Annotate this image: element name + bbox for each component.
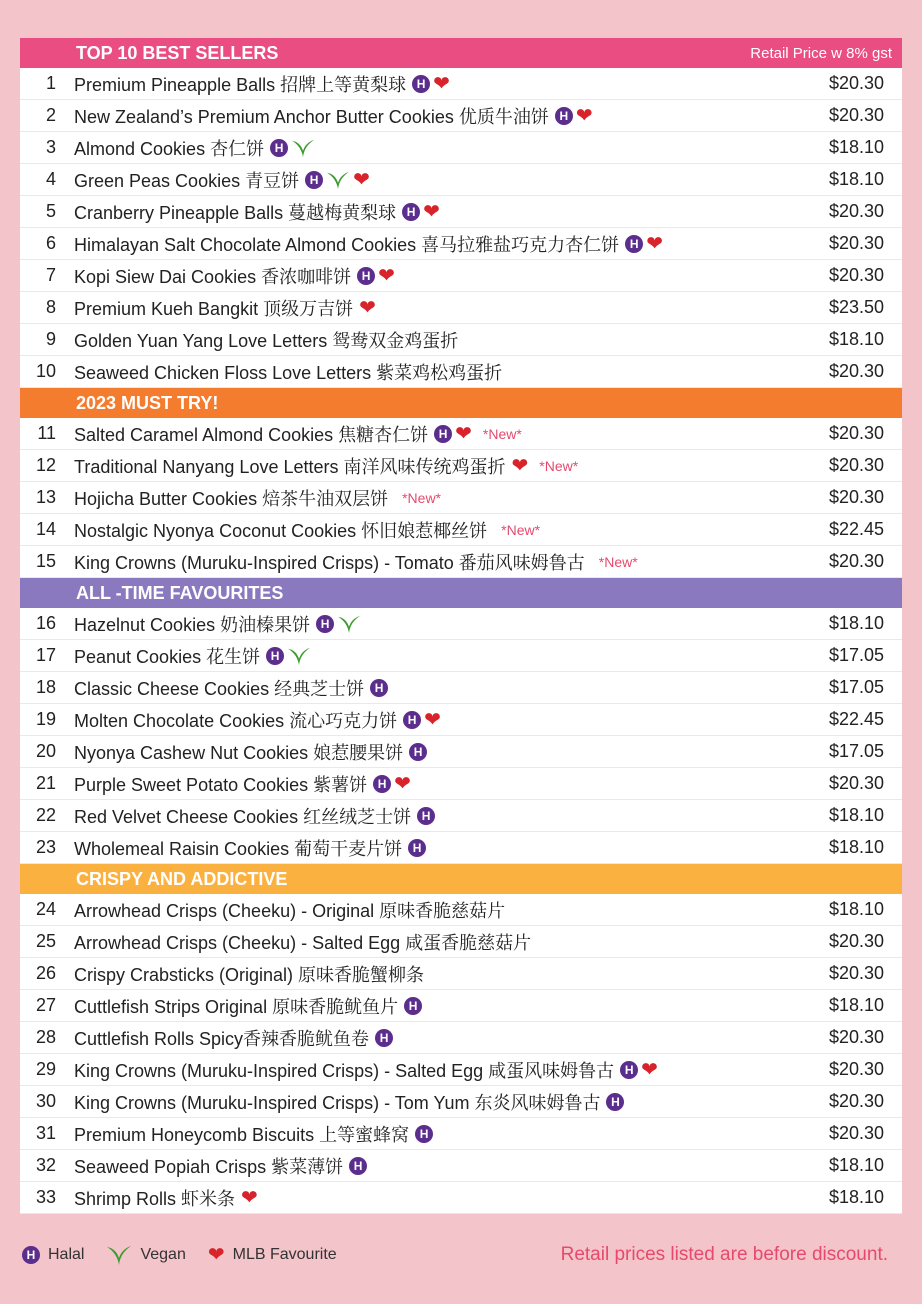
item-number: 24 [35,899,56,919]
item-price: $20.30 [828,551,884,571]
new-badge: *New* [598,553,638,570]
list-item [20,196,902,228]
item-name [74,897,794,923]
item-name-text: King Crowns (Muruku-Inspired Crisps) - Tom Yum 东炎风味姆鲁古 [74,1092,601,1113]
legend-vegan [106,1244,185,1266]
item-name [74,707,794,733]
item-price: $17.05 [828,677,884,697]
item-name [74,1089,794,1115]
halal-icon: H [22,1246,40,1264]
halal-icon: H [555,107,573,125]
item-name [74,199,794,225]
list-item [20,292,902,324]
item-icons [511,454,579,477]
list-item [20,514,902,546]
halal-icon: H [402,203,420,221]
item-name [74,803,794,829]
legend-halal-label: Halal [48,1246,85,1263]
item-number: 3 [45,137,56,157]
heart-icon: ❤ [575,104,593,127]
halal-icon: H [266,647,284,665]
item-name-text: Cuttlefish Strips Original 原味香脆鱿鱼片 [74,996,399,1017]
heart-icon: ❤ [455,422,472,445]
item-name-text: Nostalgic Nyonya Coconut Cookies 怀旧娘惹椰丝饼 [74,520,488,541]
item-name-text: Traditional Nanyang Love Letters 南洋风味传统鸡蛋折 [74,456,506,477]
item-number: 4 [45,169,56,189]
list-item [20,672,902,704]
item-name-text: Seaweed Chicken Floss Love Letters 紫菜鸡松鸡蛋折 [74,362,503,383]
item-number: 18 [35,677,56,697]
heart-icon: ❤ [423,200,440,223]
item-price: $20.30 [828,455,884,475]
item-name-text: Peanut Cookies 花生饼 [74,646,261,667]
item-number: 6 [45,233,56,253]
item-number: 11 [37,423,56,443]
item-name [74,549,794,575]
item-number: 20 [35,741,56,761]
halal-icon: H [403,711,421,729]
item-icons [370,679,388,697]
legend-vegan-label: Vegan [140,1246,186,1263]
legend-fav [208,1246,337,1264]
heart-icon: ❤ [424,708,441,731]
item-number: 14 [35,519,56,539]
legend-halal [22,1246,84,1264]
list-item [20,990,902,1022]
item-name-text: Arrowhead Crisps (Cheeku) - Original 原味香脆慈菇片 [74,900,506,921]
leaf-icon [287,646,311,666]
heart-icon: ❤ [646,232,663,255]
item-price: $18.10 [828,1155,884,1175]
new-badge: *New* [402,489,441,506]
item-number: 17 [35,645,56,665]
item-price: $20.30 [828,487,884,507]
item-price: $20.30 [828,773,884,793]
item-name-text: Arrowhead Crisps (Cheeku) - Salted Egg 咸蛋香脆慈菇片 [74,932,532,953]
list-item [20,1150,902,1182]
item-name [74,961,794,987]
item-price: $20.30 [828,1091,884,1111]
halal-icon: H [415,1125,433,1143]
item-name-text: Almond Cookies 杏仁饼 [74,138,265,159]
list-item [20,100,902,132]
item-number: 23 [35,837,56,857]
item-name [74,675,794,701]
item-name [74,1121,794,1147]
list-item [20,800,902,832]
heart-icon: ❤ [353,168,370,191]
item-icons [403,708,441,731]
item-icons [375,1029,393,1047]
halal-icon: H [404,997,422,1015]
section-title: 2023 MUST TRY! [76,392,219,413]
item-number: 30 [35,1091,56,1111]
leaf-icon [106,1244,132,1266]
list-item [20,324,902,356]
list-item [20,768,902,800]
list-item [20,926,902,958]
item-price: $18.10 [828,899,884,919]
item-name [74,231,794,257]
list-item [20,1054,902,1086]
list-item [20,164,902,196]
item-icons [408,839,426,857]
section-title: ALL -TIME FAVOURITES [76,582,284,603]
item-number: 15 [35,551,56,571]
item-price: $17.05 [828,741,884,761]
item-name-text: Molten Chocolate Cookies 流心巧克力饼 [74,710,398,731]
item-price: $22.45 [828,519,884,539]
halal-icon: H [373,775,391,793]
heart-icon: ❤ [359,296,376,319]
item-price: $20.30 [828,423,884,443]
item-number: 31 [35,1123,56,1143]
item-price: $18.10 [828,1187,884,1207]
item-icons [417,807,435,825]
item-name [74,739,794,765]
item-name [74,453,794,479]
list-item [20,450,902,482]
item-name [74,167,794,193]
item-name [74,771,794,797]
item-number: 9 [45,329,56,349]
item-number: 21 [35,773,56,793]
item-price: $20.30 [828,73,884,93]
item-name [74,421,794,447]
heart-icon: ❤ [241,1186,258,1209]
list-item [20,68,902,100]
item-name-text: Crispy Crabsticks (Original) 原味香脆蟹柳条 [74,964,425,985]
item-name [74,1185,794,1211]
list-item [20,832,902,864]
section-header [20,578,902,608]
list-item [20,640,902,672]
list-item [20,894,902,926]
item-name-text: Cuttlefish Rolls Spicy香辣香脆鱿鱼卷 [74,1028,370,1049]
item-icons [412,72,450,95]
item-name-text: Premium Pineapple Balls 招牌上等黄梨球 [74,74,407,95]
item-name-text: Seaweed Popiah Crisps 紫菜薄饼 [74,1156,344,1177]
item-number: 1 [45,73,56,93]
heart-icon: ❤ [433,72,450,95]
item-price: $18.10 [828,137,884,157]
item-icons [305,170,370,190]
item-name-text: Premium Honeycomb Biscuits 上等蜜蜂窝 [74,1124,410,1145]
item-name [74,517,794,543]
item-price: $20.30 [828,1123,884,1143]
section-title: CRISPY AND ADDICTIVE [76,868,288,889]
item-name [74,1057,794,1083]
halal-icon: H [434,425,452,443]
list-item [20,132,902,164]
item-price: $18.10 [828,169,884,189]
item-name-text: Premium Kueh Bangkit 顶级万吉饼 [74,298,354,319]
item-number: 33 [35,1187,56,1207]
new-badge: *New* [482,425,522,442]
list-item [20,1086,902,1118]
item-icons [404,997,422,1015]
item-icons [591,554,638,570]
halal-icon: H [412,75,430,93]
heart-icon: ❤ [394,772,411,795]
item-price: $18.10 [828,613,884,633]
item-price: $20.30 [828,1059,884,1079]
item-name-text: Classic Cheese Cookies 经典芝士饼 [74,678,365,699]
item-icons [415,1125,433,1143]
item-name-text: Golden Yuan Yang Love Letters 鸳鸯双金鸡蛋折 [74,330,459,351]
item-number: 29 [35,1059,56,1079]
item-number: 19 [35,709,56,729]
halal-icon: H [370,679,388,697]
item-name-text: Wholemeal Raisin Cookies 葡萄干麦片饼 [74,838,403,859]
disclaimer: Retail prices listed are before discount. [560,1244,888,1265]
item-price: $20.30 [828,201,884,221]
halal-icon: H [417,807,435,825]
item-number: 16 [35,613,56,633]
item-icons [620,1058,658,1081]
list-item [20,228,902,260]
item-name [74,359,794,385]
item-icons [394,490,441,506]
list-item [20,958,902,990]
halal-icon: H [316,615,334,633]
leaf-icon [291,138,315,158]
halal-icon: H [357,267,375,285]
item-number: 32 [35,1155,56,1175]
item-name-text: Kopi Siew Dai Cookies 香浓咖啡饼 [74,266,352,287]
item-price: $18.10 [828,805,884,825]
section-header [20,38,902,68]
item-name [74,835,794,861]
item-icons [316,614,361,634]
item-name [74,327,794,353]
item-icons [606,1093,624,1111]
item-name-text: Hojicha Butter Cookies 焙茶牛油双层饼 [74,488,389,509]
item-name [74,993,794,1019]
heart-icon: ❤ [207,1244,225,1266]
item-price: $20.30 [828,105,884,125]
list-item [20,260,902,292]
item-icons [241,1186,258,1209]
item-icons [270,138,315,158]
item-name [74,135,794,161]
item-name [74,1025,794,1051]
item-name [74,611,794,637]
item-number: 5 [45,201,56,221]
item-name-text: Shrimp Rolls 虾米条 [74,1188,236,1209]
item-price: $20.30 [828,265,884,285]
heart-icon: ❤ [378,264,395,287]
item-number: 22 [35,805,56,825]
section-header [20,864,902,894]
halal-icon: H [606,1093,624,1111]
leaf-icon [326,170,350,190]
item-icons [402,200,440,223]
item-number: 26 [35,963,56,983]
item-name-text: Salted Caramel Almond Cookies 焦糖杏仁饼 [74,424,429,445]
item-number: 2 [45,105,56,125]
halal-icon: H [625,235,643,253]
item-price: $20.30 [828,963,884,983]
new-badge: *New* [539,457,579,474]
item-number: 27 [35,995,56,1015]
item-price: $18.10 [828,329,884,349]
halal-icon: H [305,171,323,189]
item-name-text: King Crowns (Muruku-Inspired Crisps) - Salted Egg 咸蛋风味姆鲁古 [74,1060,615,1081]
item-number: 13 [35,487,56,507]
item-icons [555,104,593,127]
item-name-text: Red Velvet Cheese Cookies 红丝绒芝士饼 [74,806,412,827]
item-number: 25 [35,931,56,951]
list-item [20,356,902,388]
new-badge: *New* [501,521,541,538]
item-name-text: Himalayan Salt Chocolate Almond Cookies 喜马拉雅盐巧克力杏仁饼 [74,234,620,255]
item-name [74,71,794,97]
item-name [74,103,794,129]
item-number: 28 [35,1027,56,1047]
item-name-text: Purple Sweet Potato Cookies 紫薯饼 [74,774,368,795]
item-number: 7 [45,265,56,285]
item-name [74,1153,794,1179]
item-price: $20.30 [828,931,884,951]
heart-icon: ❤ [511,454,529,477]
item-name [74,295,794,321]
item-name-text: Green Peas Cookies 青豆饼 [74,170,300,191]
list-item [20,736,902,768]
halal-icon: H [409,743,427,761]
item-price: $18.10 [828,837,884,857]
item-number: 8 [45,297,56,317]
item-price: $22.45 [828,709,884,729]
item-icons [373,772,411,795]
item-name [74,485,794,511]
list-item [20,546,902,578]
list-item [20,482,902,514]
list-item [20,1022,902,1054]
list-item [20,1118,902,1150]
legend [22,1240,888,1270]
item-name [74,929,794,955]
list-item [20,1182,902,1214]
item-icons [625,232,663,255]
item-price: $18.10 [828,995,884,1015]
item-icons [357,264,395,287]
list-item [20,704,902,736]
price-list [20,38,902,1214]
item-price: $23.50 [828,297,884,317]
item-number: 10 [35,361,56,381]
price-note: Retail Price w 8% gst [750,44,892,62]
item-icons [349,1157,367,1175]
item-name-text: King Crowns (Muruku-Inspired Crisps) - Tomato 番茄风味姆鲁古 [74,552,585,573]
item-name-text: Hazelnut Cookies 奶油榛果饼 [74,614,311,635]
list-item [20,418,902,450]
item-name [74,263,794,289]
item-price: $20.30 [828,1027,884,1047]
halal-icon: H [270,139,288,157]
halal-icon: H [408,839,426,857]
leaf-icon [337,614,361,634]
item-price: $20.30 [828,233,884,253]
item-icons [266,646,311,666]
item-number: 12 [35,455,56,475]
item-name-text: Cranberry Pineapple Balls 蔓越梅黄梨球 [74,202,397,223]
item-icons [359,296,376,319]
item-name [74,643,794,669]
section-title: TOP 10 BEST SELLERS [76,42,279,63]
halal-icon: H [349,1157,367,1175]
item-icons [493,522,540,538]
heart-icon: ❤ [641,1058,658,1081]
list-item [20,608,902,640]
halal-icon: H [375,1029,393,1047]
halal-icon: H [620,1061,638,1079]
legend-fav-label: MLB Favourite [232,1246,337,1263]
item-name-text: Nyonya Cashew Nut Cookies 娘惹腰果饼 [74,742,404,763]
section-header [20,388,902,418]
item-price: $17.05 [828,645,884,665]
item-name-text: New Zealand’s Premium Anchor Butter Cookies 优质牛油饼 [74,106,549,127]
item-icons [409,743,427,761]
item-icons [434,422,522,445]
item-price: $20.30 [828,361,884,381]
